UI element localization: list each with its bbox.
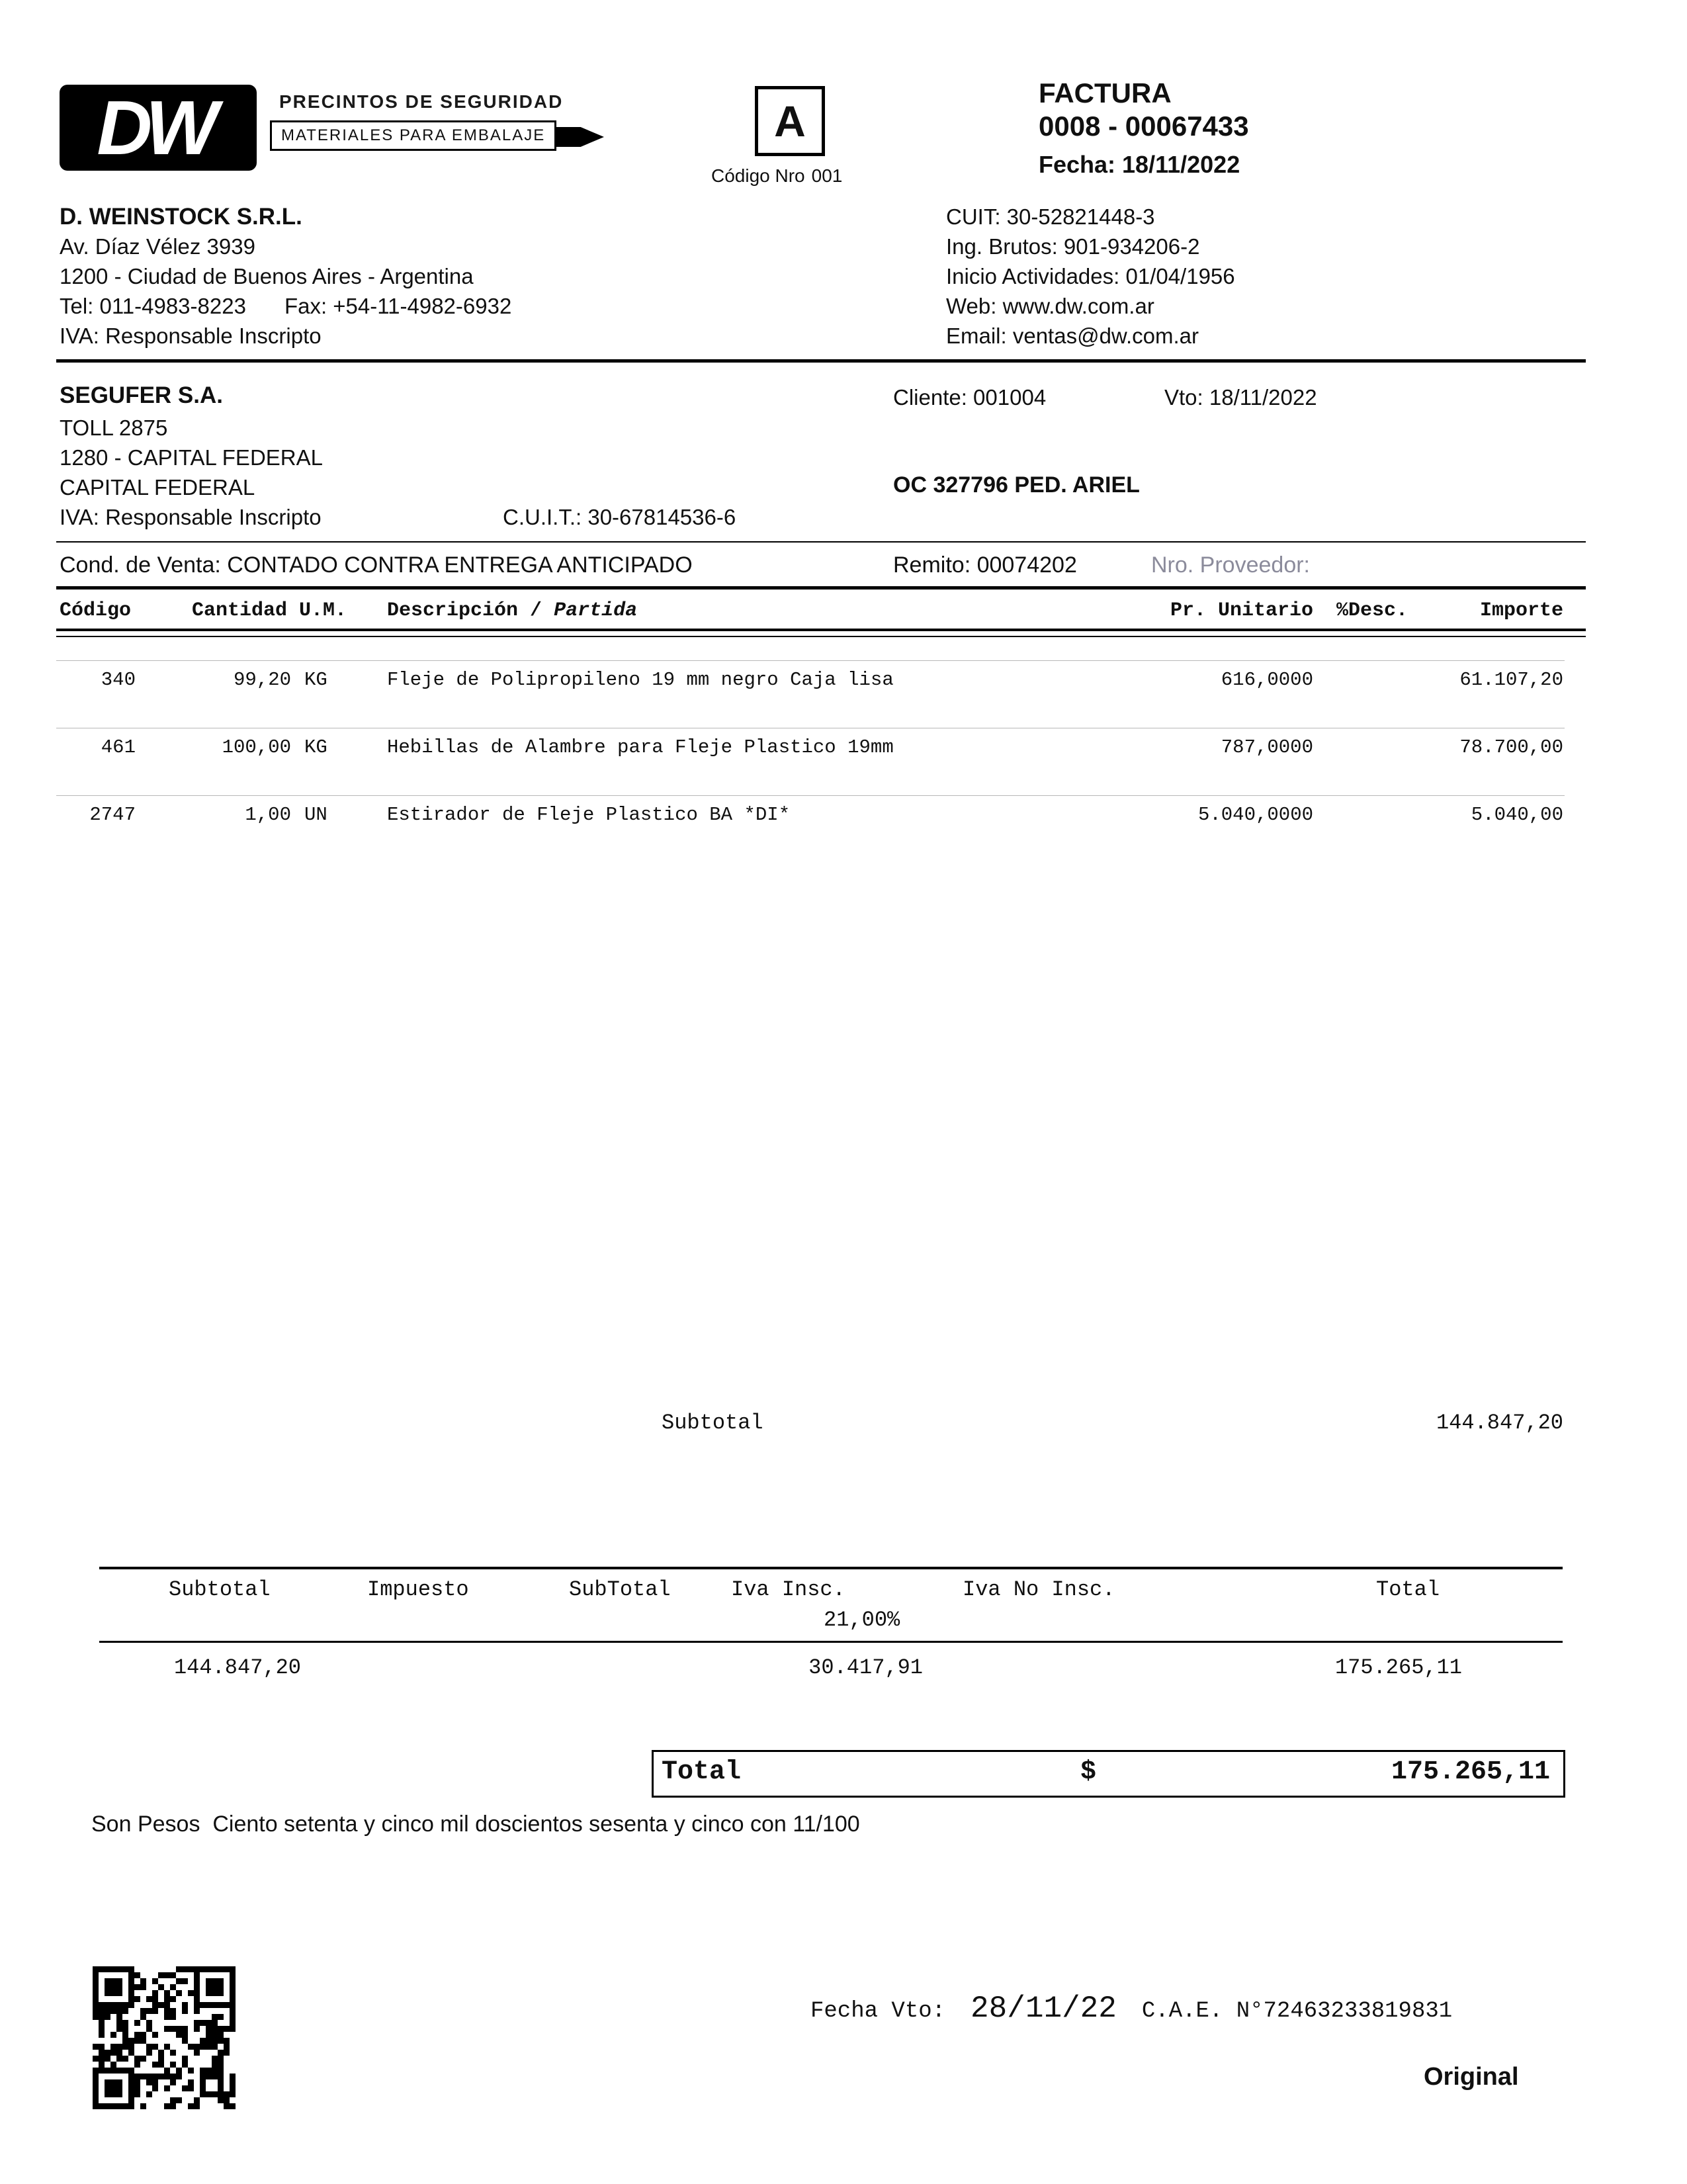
buyer-client-number: Cliente: 001004 xyxy=(893,385,1047,410)
table-row xyxy=(56,795,1565,863)
seller-iva: IVA: Responsable Inscripto xyxy=(60,324,322,348)
cell-pr-unitario: 5.040,0000 xyxy=(1197,804,1313,826)
cell-importe: 61.107,20 xyxy=(1459,669,1563,691)
buyer-purchase-order: OC 327796 PED. ARIEL xyxy=(893,472,1140,498)
totals-value-total: 175.265,11 xyxy=(1334,1655,1462,1680)
cell-importe: 78.700,00 xyxy=(1459,736,1563,758)
footer-cae-line xyxy=(810,1991,1452,2026)
codigo-nro xyxy=(711,165,883,187)
seller-address-2: 1200 - Ciudad de Buenos Aires - Argentina xyxy=(60,264,474,288)
cell-um: KG xyxy=(304,669,327,691)
buyer-cuit: C.U.I.T.: 30-67814536-6 xyxy=(503,505,736,529)
cell-descripcion: Fleje de Polipropileno 19 mm negro Caja lisa xyxy=(387,669,894,691)
provider-number-label: Nro. Proveedor: xyxy=(1151,552,1310,578)
seller-name: D. WEINSTOCK S.R.L. xyxy=(60,204,302,230)
divider-header xyxy=(56,359,1586,363)
col-header-importe: Importe xyxy=(1479,599,1563,622)
divider-totals-top xyxy=(99,1567,1563,1569)
buyer-iva: IVA: Responsable Inscripto xyxy=(60,505,322,529)
fecha-vto-value: 28/11/22 xyxy=(971,1991,1117,2026)
cell-cantidad: 99,20 xyxy=(233,669,291,691)
buyer-name: SEGUFER S.A. xyxy=(60,382,223,408)
seller-web: Web: www.dw.com.ar xyxy=(946,294,1154,318)
cell-descripcion: Estirador de Fleje Plastico BA *DI* xyxy=(387,804,791,826)
divider-table-header-1 xyxy=(56,629,1586,631)
codigo-nro-label: Código Nro xyxy=(711,165,805,186)
seller-tel: Tel: 011-4983-8223 xyxy=(60,294,246,318)
totals-table xyxy=(99,1567,1563,1692)
cell-cantidad: 1,00 xyxy=(245,804,291,826)
divider-buyer xyxy=(56,541,1586,543)
table-row xyxy=(56,660,1565,728)
totals-header-iva-no-insc: Iva No Insc. xyxy=(963,1577,1115,1602)
cell-pr-unitario: 616,0000 xyxy=(1221,669,1313,691)
logo-taglines xyxy=(270,91,604,155)
seller-email: Email: ventas@dw.com.ar xyxy=(946,324,1199,348)
totals-header-iva-insc: Iva Insc. xyxy=(731,1577,845,1602)
cell-codigo: 461 xyxy=(101,736,136,758)
invoice-letter-block xyxy=(711,86,883,187)
cell-um: KG xyxy=(304,736,327,758)
cell-pr-unitario: 787,0000 xyxy=(1221,736,1313,758)
invoice-letter: A xyxy=(774,97,806,146)
divider-table-top xyxy=(56,586,1586,590)
codigo-nro-value: 001 xyxy=(811,165,843,186)
totals-value-subtotal: 144.847,20 xyxy=(173,1655,301,1680)
cell-descripcion: Hebillas de Alambre para Fleje Plastico 19mm xyxy=(387,736,894,758)
logo-tagline-2: MATERIALES PARA EMBALAJE xyxy=(270,120,556,151)
copy-label-original: Original xyxy=(1424,2063,1519,2091)
totals-header-subtotal: Subtotal xyxy=(169,1577,271,1602)
col-header-cantidad-um: Cantidad U.M. xyxy=(192,599,347,622)
seller-tel-fax xyxy=(60,291,511,321)
cell-cantidad: 100,00 xyxy=(222,736,291,758)
logo-tagline-1: PRECINTOS DE SEGURIDAD xyxy=(279,91,564,112)
grand-total-value: 175.265,11 xyxy=(1391,1757,1550,1787)
logo-tagline-band xyxy=(270,120,604,155)
seller-fiscal-info xyxy=(946,202,1235,351)
qr-code xyxy=(93,1966,236,2109)
buyer-address-1: TOLL 2875 xyxy=(60,415,168,440)
iva-rate: 21,00% xyxy=(824,1608,900,1632)
col-header-partida: Partida xyxy=(554,599,638,622)
totals-header-total: Total xyxy=(1376,1577,1440,1602)
dw-logo-icon xyxy=(60,85,257,171)
totals-value-iva-insc: 30.417,91 xyxy=(808,1655,923,1680)
fecha-vto-label: Fecha Vto: xyxy=(810,1999,946,2024)
cell-importe: 5.040,00 xyxy=(1471,804,1563,826)
invoice-letter-box xyxy=(755,86,825,156)
grand-total-label: Total xyxy=(662,1757,742,1787)
col-header-descripcion-text: Descripción / xyxy=(387,599,542,622)
cell-um: UN xyxy=(304,804,327,826)
seller-inicio-actividades: Inicio Actividades: 01/04/1956 xyxy=(946,264,1235,288)
buyer-vto: Vto: 18/11/2022 xyxy=(1164,385,1317,410)
seller-ing-brutos: Ing. Brutos: 901-934206-2 xyxy=(946,234,1200,259)
seller-cuit: CUIT: 30-52821448-3 xyxy=(946,204,1155,229)
table-row xyxy=(56,728,1565,795)
buyer-address-2: 1280 - CAPITAL FEDERAL xyxy=(60,445,323,470)
document-id-block xyxy=(1039,77,1249,179)
seller-info xyxy=(60,202,511,351)
doc-type: FACTURA xyxy=(1039,77,1172,109)
subtotal-label: Subtotal xyxy=(662,1411,763,1435)
divider-table-header-2 xyxy=(56,636,1586,637)
col-header-pr-unitario: Pr. Unitario xyxy=(1170,599,1313,622)
cell-codigo: 340 xyxy=(101,669,136,691)
col-header-descripcion xyxy=(387,599,637,622)
doc-date: Fecha: 18/11/2022 xyxy=(1039,151,1240,178)
col-header-desc-pct: %Desc. xyxy=(1336,599,1408,622)
buyer-address-3: CAPITAL FEDERAL xyxy=(60,475,255,500)
totals-header-impuesto: Impuesto xyxy=(367,1577,469,1602)
cae-number: C.A.E. N°72463233819831 xyxy=(1141,1999,1453,2024)
col-header-codigo: Código xyxy=(60,599,132,622)
logo-text: DW xyxy=(97,85,212,171)
items-table-body xyxy=(56,660,1565,863)
grand-total-box xyxy=(652,1750,1565,1798)
subtotal-value: 144.847,20 xyxy=(1436,1411,1563,1435)
divider-totals-mid xyxy=(99,1641,1563,1643)
doc-number: 0008 - 00067433 xyxy=(1039,110,1249,142)
totals-header-subtotal-2: SubTotal xyxy=(569,1577,671,1602)
cell-codigo: 2747 xyxy=(89,804,136,826)
remito-number: Remito: 00074202 xyxy=(893,552,1077,578)
seller-fax: Fax: +54-11-4982-6932 xyxy=(284,294,512,318)
seller-address-1: Av. Díaz Vélez 3939 xyxy=(60,234,255,259)
items-table-header xyxy=(56,599,1565,627)
currency-sign: $ xyxy=(1080,1757,1097,1787)
sale-condition: Cond. de Venta: CONTADO CONTRA ENTREGA ANTICIPADO xyxy=(60,552,693,578)
amount-in-words: Son Pesos Ciento setenta y cinco mil doscientos sesenta y cinco con 11/100 xyxy=(91,1812,860,1837)
company-logo xyxy=(60,85,609,177)
